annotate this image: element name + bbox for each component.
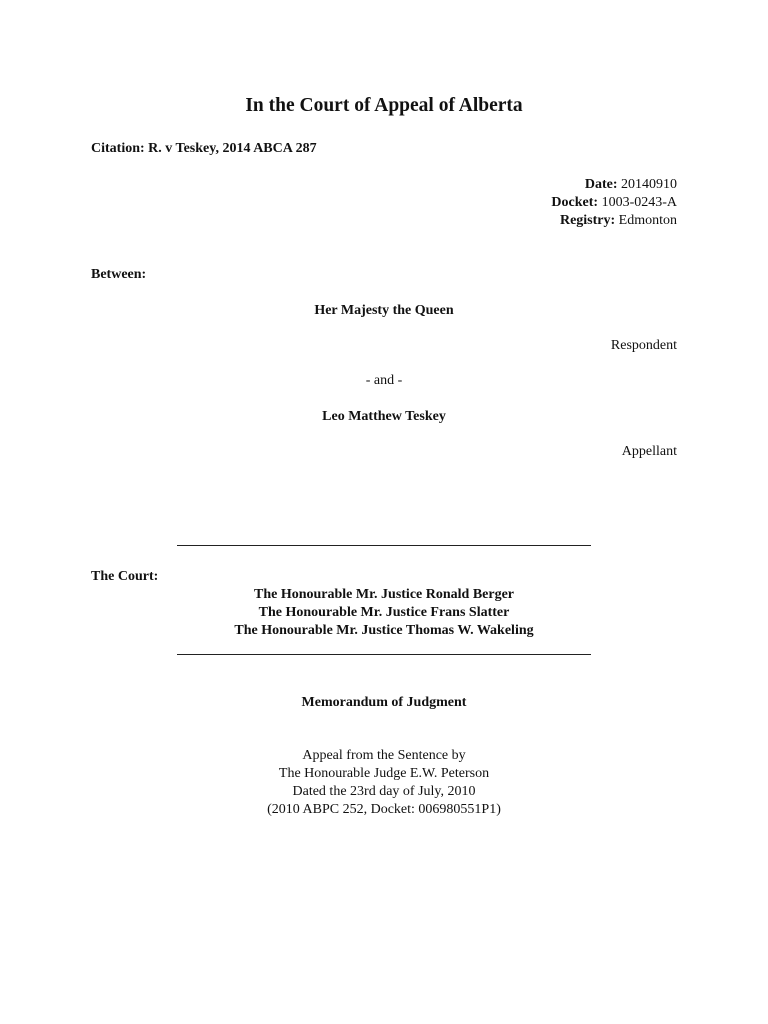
court-label: The Court: (91, 569, 159, 584)
top-divider (177, 545, 591, 546)
appeal-line-4: (2010 ABPC 252, Docket: 006980551P1) (267, 802, 501, 817)
court-title: In the Court of Appeal of Alberta (245, 95, 523, 116)
judge-3: The Honourable Mr. Justice Thomas W. Wakeling (234, 623, 534, 638)
docket-value: 1003-0243-A (601, 195, 677, 210)
respondent-name: Her Majesty the Queen (314, 303, 454, 318)
appeal-line-1: Appeal from the Sentence by (302, 748, 466, 763)
date-value: 20140910 (621, 177, 677, 192)
respondent-role: Respondent (610, 338, 677, 353)
appellant-name: Leo Matthew Teskey (322, 409, 446, 424)
judge-1: The Honourable Mr. Justice Ronald Berger (253, 587, 515, 602)
registry-line (560, 212, 677, 230)
appellant-role: Appellant (621, 444, 677, 459)
docket-line (551, 194, 677, 212)
date-label: Date: (584, 177, 618, 192)
between-label: Between: (91, 267, 147, 282)
appeal-line-2: The Honourable Judge E.W. Peterson (278, 766, 490, 781)
party-separator: - and - (365, 373, 403, 388)
appeal-line-3: Dated the 23rd day of July, 2010 (292, 784, 476, 799)
citation: Citation: R. v Teskey, 2014 ABCA 287 (91, 141, 317, 156)
memorandum-title: Memorandum of Judgment (301, 695, 467, 710)
date-line (585, 176, 677, 194)
bottom-divider (177, 654, 591, 655)
judge-2: The Honourable Mr. Justice Frans Slatter (258, 605, 510, 620)
registry-label: Registry: (559, 213, 616, 228)
registry-value: Edmonton (618, 213, 677, 228)
docket-label: Docket: (551, 195, 599, 210)
